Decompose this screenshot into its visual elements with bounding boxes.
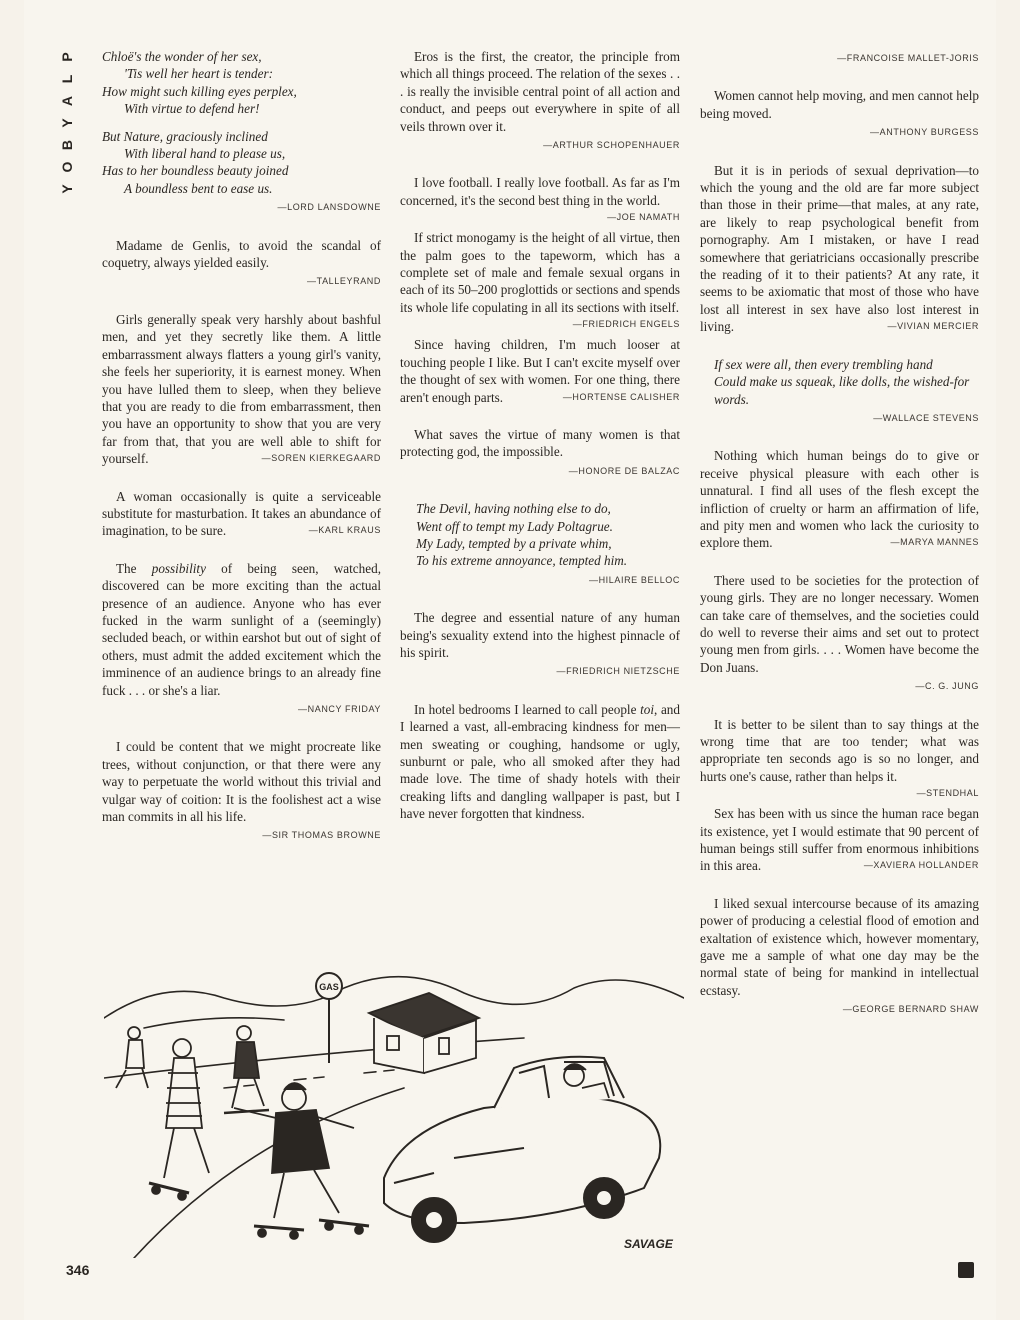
quote-text: Nothing which human beings do to give or receive physical pleasure with each other is unnatural. I find all uses of the flesh except the infliction of cruelty or harm an affirmation of life, and pity men and women who lack the curiosity to explore them.: [700, 448, 979, 551]
attribution: —HILAIRE BELLOC: [588, 574, 680, 585]
poem-line: Chloë's the wonder of her sex,: [102, 49, 262, 64]
attribution: —GEORGE BERNARD SHAW: [842, 1004, 979, 1015]
quote-text: There used to be societies for the protection of young girls. They are no longer necessary. Women can take care of themselves, and the societies could do well to reverse their aims and set out to protect young men from girls. . . . Women have become the Don Juans.: [700, 572, 979, 675]
quote-text: Since having children, I'm much looser at touching people I like. But I can't excite myself over the thought of sex with women. For one thing, there aren't enough parts.: [400, 337, 680, 405]
rabbit-end-mark-icon: [958, 1262, 974, 1278]
poem-belloc: [400, 500, 680, 570]
quote-text: A woman occasionally is quite a serviceable substitute for masturbation. It takes an abundance of imagination, to be sure.: [102, 488, 381, 539]
quote-text: But it is in periods of sexual deprivation—to which the young and the old are far more subject than those in their prime—that males, at any rate, are likely to reap psychological benefit from pornography. Am I mistaken, or have I read somewhere that geriatricians occasionally prescribe the reading of it to their patients? At any rate, it seems to be axiomatic that most of those who have lost all interest in sex have also lost interest in living.: [700, 162, 979, 335]
quote-text: Women cannot help moving, and men cannot help being moved.: [700, 88, 979, 121]
quote-mallet-joris: [400, 701, 680, 823]
quote-text: In hotel bedrooms I learned to call people: [414, 701, 641, 717]
skateboarder-figures: [116, 1026, 369, 1239]
poem-stevens: [700, 356, 979, 408]
artist-signature: SAVAGE: [624, 1237, 673, 1251]
page-number: 346: [66, 1262, 90, 1278]
poem-line: If sex were all, then every trembling hand: [714, 356, 933, 372]
cartoon-illustration: [104, 958, 684, 1258]
column-3: [700, 48, 979, 1039]
poem-line: 'Tis well her heart is tender:: [124, 66, 273, 82]
attribution: —NANCY FRIDAY: [298, 704, 381, 714]
attribution: —ANTHONY BURGESS: [870, 127, 979, 138]
poem-line: Went off to tempt my Lady Poltagrue.: [416, 518, 613, 534]
quote-text: The: [116, 560, 152, 576]
poem-line: But Nature, graciously inclined: [102, 128, 268, 144]
quote-text: It is better to be silent than to say things at the wrong time that are too tender; what was appropriate ten seconds ago is so no longer, and hurts one's cause, rather than helps it.: [700, 716, 979, 784]
masthead-letter: B: [59, 139, 75, 151]
poem-line: The Devil, having nothing else to do,: [416, 501, 611, 517]
quote-mallet-joris-author: [700, 50, 979, 67]
quote-mercier: [700, 162, 979, 336]
quote-stendhal: [700, 716, 979, 799]
poem-line: How might such killing eyes perplex,: [102, 83, 297, 99]
attribution: —XAVIERA HOLLANDER: [863, 860, 979, 871]
quote-burgess: [700, 87, 979, 141]
attribution: —FRIEDRICH ENGELS: [572, 319, 680, 330]
attribution: —C. G. JUNG: [915, 681, 979, 692]
quote-text: Girls generally speak very harshly about bashful men, and yet they secretly like them. A little embarrassment always flatters a young girl's vanity, she feels her superiority, it is earnest money. When you have lulled them to sleep, when they believe that you are ready to die from embarrassment, then you have an opportunity to show that you are very far from that, that you are well able to shift for yourself.: [102, 311, 381, 467]
attribution: —ARTHUR SCHOPENHAUER: [543, 140, 680, 151]
quote-text: Sex has been with us since the human race began its existence, yet I would estimate that 90 percent of human beings still suffer from enormous inhibitions in this area.: [700, 806, 979, 874]
quote-kraus: [102, 488, 381, 540]
quote-text: I could be content that we might procreate like trees, without conjunction, or that there were any way to perpetuate the world without this trivial and vulgar way of coition: It is the foolishest act a wise man commits in all his life.: [102, 739, 381, 825]
poem-line: With liberal hand to please us,: [124, 146, 286, 162]
quote-browne: [102, 738, 381, 844]
quote-text: Eros is the first, the creator, the principle from which all things proceed. The relation of the sexes . . . is really the invisible central point of all action and conduct, and peeps out everywhere in spite of all veils thrown over it.: [400, 49, 680, 134]
column-2: [400, 48, 680, 843]
gas-sign-icon: [316, 973, 342, 1063]
car-icon: [384, 1057, 660, 1242]
quote-belloc: [400, 500, 680, 589]
attribution: —STENDHAL: [916, 788, 979, 799]
quote-namath: [400, 174, 680, 223]
quote-text: of being seen, watched, discovered can be more exciting than the actual presence of an audience. Anyone who has ever fucked in the warm sunlight of a (seemingly) secluded beach, or within earshot but out of sight of others, must admit the added excitement which the imminence of an audience brings to an already fine fuck . . . or she's a liar.: [102, 560, 381, 698]
quote-lansdowne: [102, 48, 381, 217]
attribution: —HORTENSE CALISHER: [562, 391, 680, 402]
attribution: —LORD LANSDOWNE: [277, 202, 381, 213]
quote-friday: [102, 560, 381, 719]
quote-text: Madame de Genlis, to avoid the scandal of coquetry, always yielded easily.: [102, 237, 381, 271]
poem-line: A boundless bent to ease us.: [124, 180, 273, 196]
quote-hollander: [700, 805, 979, 875]
quote-text: I love football. I really love football. As far as I'm concerned, it's the second best thing in the world.: [400, 175, 680, 208]
attribution: —TALLEYRAND: [307, 276, 381, 287]
masthead-letter: O: [59, 161, 75, 173]
attribution: —MARYA MANNES: [890, 537, 979, 548]
attribution: —KARL KRAUS: [308, 525, 381, 536]
quote-stevens: [700, 356, 979, 428]
attribution: —FRANCOISE MALLET-JORIS: [837, 53, 979, 63]
poem-line: With virtue to defend her!: [124, 101, 260, 117]
masthead-letter: P: [59, 52, 75, 62]
quote-emphasis: possibility: [151, 560, 206, 576]
quote-text: If strict monogamy is the height of all virtue, then the palm goes to the tapeworm, which has a complete set of male and female sexual organs in each of its 50–200 proglottids or sections and spends its whole life copulating in all its sections with itself.: [400, 230, 680, 315]
poem-line: My Lady, tempted by a private whim,: [416, 535, 612, 551]
quote-engels: [400, 229, 680, 330]
quote-schopenhauer: [400, 48, 680, 154]
attribution: —WALLACE STEVENS: [873, 412, 979, 423]
quote-text: What saves the virtue of many women is that protecting god, the impossible.: [400, 426, 680, 460]
attribution: —SIR THOMAS BROWNE: [262, 830, 381, 841]
quote-shaw: [700, 895, 979, 1019]
attribution: —SOREN KIERKEGAARD: [261, 453, 381, 464]
magazine-page: [24, 0, 996, 1320]
attribution: —FRIEDRICH NIETZSCHE: [556, 666, 680, 677]
quote-kierkegaard: [102, 311, 381, 468]
poem-line: Has to her boundless beauty joined: [102, 163, 289, 179]
quote-nietzsche: [400, 609, 680, 681]
masthead-letter: Y: [59, 184, 75, 194]
attribution: —VIVIAN MERCIER: [887, 321, 979, 332]
house-icon: [369, 993, 479, 1073]
column-1: [102, 48, 381, 865]
masthead-letter: L: [59, 74, 75, 84]
quote-balzac: [400, 426, 680, 480]
quote-text: The degree and essential nature of any human being's sexuality extend into the highest pinnacle of his spirit.: [400, 610, 680, 660]
quote-calisher: [400, 336, 680, 406]
quote-text: I liked sexual intercourse because of its amazing power of producing a celestial flood of emotion and exaltation of existence which, however momentary, gave me a sample of what one day may be the normal state of being for mankind in intellectual ecstasy.: [700, 895, 979, 998]
masthead-letter: Y: [59, 118, 75, 128]
masthead-letter: A: [59, 95, 75, 107]
poem-line: Could make us squeak, like dolls, the wished-for words.: [714, 374, 970, 407]
poem-line: To his extreme annoyance, tempted him.: [416, 553, 628, 569]
quote-text: , and I learned a vast, all-embracing kindness for men—men sweating or coughing, handsome or ugly, sunburnt or pale, who all smoked after they had made love. The time of shady hotels with their creaking lifts and dangling wallpaper is past, but I have never forgotten that kindness.: [400, 701, 680, 822]
masthead-vertical: [54, 46, 80, 200]
quote-jung: [700, 572, 979, 696]
quote-mannes: [700, 447, 979, 551]
gas-sign-text: GAS: [319, 982, 339, 992]
quote-emphasis: toi: [640, 701, 655, 717]
attribution: —HONORE DE BALZAC: [568, 465, 680, 476]
quote-talleyrand: [102, 237, 381, 291]
poem-lansdowne: [102, 48, 381, 197]
attribution: —JOE NAMATH: [607, 212, 680, 223]
